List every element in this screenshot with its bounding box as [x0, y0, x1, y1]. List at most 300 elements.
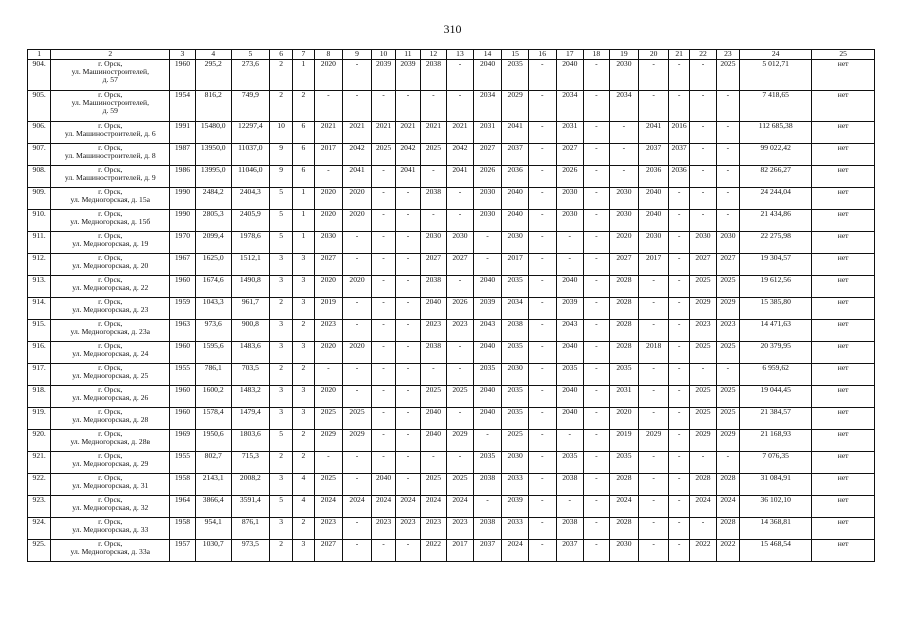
column-header-21: 21 [669, 50, 690, 60]
table-row [28, 518, 875, 540]
cell-col-17: 2039 [556, 298, 584, 320]
table-row [28, 60, 875, 91]
cell-col-6: 2 [269, 60, 292, 91]
cell-col-8: - [314, 91, 343, 122]
cell-col-10: - [371, 232, 395, 254]
cell-col-17: 2040 [556, 276, 584, 298]
cell-col-7: 2 [293, 91, 314, 122]
cell-col-9: 2041 [343, 166, 372, 188]
table-row [28, 342, 875, 364]
address-line: г. Орск, [98, 165, 123, 174]
cell-col-13: - [447, 60, 474, 91]
cell-col-8: 2020 [314, 210, 343, 232]
address-line: г. Орск, [98, 473, 123, 482]
cell-col-10: - [371, 298, 395, 320]
cell-col-23: 2024 [716, 496, 739, 518]
cell-col-6: 3 [269, 276, 292, 298]
cell-col-22: 2023 [690, 320, 717, 342]
address-cell [51, 166, 170, 188]
cell-col-13: - [447, 188, 474, 210]
column-header-2: 2 [51, 50, 170, 60]
cell-col-19: 2030 [609, 540, 639, 562]
cell-col-8: 2025 [314, 474, 343, 496]
address-line: г. Орск, [98, 407, 123, 416]
flag-cell: нет [812, 364, 875, 386]
cell-col-7: 1 [293, 60, 314, 91]
cell-col-19: 2028 [609, 276, 639, 298]
cell-col-21: 2016 [669, 122, 690, 144]
cell-col-9: 2024 [343, 496, 372, 518]
address-line: д. 57 [102, 75, 118, 85]
cell-col-13: - [447, 210, 474, 232]
column-header-9: 9 [343, 50, 372, 60]
cell-col-21: - [669, 254, 690, 276]
address-cell [51, 496, 170, 518]
cell-col-14: 2039 [473, 298, 502, 320]
cell-col-6: 2 [269, 452, 292, 474]
column-header-14: 14 [473, 50, 502, 60]
cell-col-16: - [528, 518, 556, 540]
cell-col-17: 2035 [556, 364, 584, 386]
cell-col-10: 2023 [371, 518, 395, 540]
cell-col-22: 2025 [690, 276, 717, 298]
table-row [28, 474, 875, 496]
cell-col-23: - [716, 452, 739, 474]
cell-col-4: 295,2 [195, 60, 231, 91]
cell-col-17: 2030 [556, 188, 584, 210]
cell-col-12: - [420, 166, 447, 188]
cell-col-5: 2404,3 [231, 188, 269, 210]
cost-cell: 15 468,54 [740, 540, 812, 562]
cell-col-14: - [473, 496, 502, 518]
column-header-6: 6 [269, 50, 292, 60]
cell-col-19: 2020 [609, 408, 639, 430]
cell-col-7: 1 [293, 232, 314, 254]
cell-col-7: 3 [293, 298, 314, 320]
cell-col-14: 2038 [473, 474, 502, 496]
flag-cell: нет [812, 540, 875, 562]
cost-cell: 19 044,45 [740, 386, 812, 408]
cell-col-18: - [584, 540, 609, 562]
cell-col-12: 2022 [420, 540, 447, 562]
cell-col-14: 2026 [473, 166, 502, 188]
cell-col-13: 2017 [447, 540, 474, 562]
cell-col-12: 2024 [420, 496, 447, 518]
cell-col-15: 2035 [502, 342, 529, 364]
cell-col-23: - [716, 364, 739, 386]
cell-col-19: 2030 [609, 188, 639, 210]
cell-col-16: - [528, 408, 556, 430]
cell-col-14: 2043 [473, 320, 502, 342]
cell-col-22: - [690, 364, 717, 386]
address-line: г. Орск, [98, 341, 123, 350]
table-row [28, 166, 875, 188]
cell-col-14: 2031 [473, 122, 502, 144]
cell-col-17: 2027 [556, 144, 584, 166]
cell-col-6: 3 [269, 320, 292, 342]
cell-col-4: 786,1 [195, 364, 231, 386]
cell-col-12: 2021 [420, 122, 447, 144]
cell-col-7: 3 [293, 342, 314, 364]
address-line: г. Орск, [98, 517, 123, 526]
cost-cell: 7 076,35 [740, 452, 812, 474]
cell-col-16: - [528, 320, 556, 342]
cell-col-10: - [371, 342, 395, 364]
cell-col-8: 2020 [314, 60, 343, 91]
flag-cell: нет [812, 232, 875, 254]
cell-col-21: - [669, 188, 690, 210]
address-cell [51, 474, 170, 496]
cell-col-21: - [669, 386, 690, 408]
cell-col-15: 2037 [502, 144, 529, 166]
cell-col-8: - [314, 364, 343, 386]
cell-col-13: 2026 [447, 298, 474, 320]
flag-cell: нет [812, 452, 875, 474]
cell-col-15: 2040 [502, 188, 529, 210]
cell-col-21: - [669, 540, 690, 562]
cell-col-8: 2025 [314, 408, 343, 430]
cell-col-9: 2020 [343, 188, 372, 210]
cell-col-14: 2027 [473, 144, 502, 166]
cell-col-6: 10 [269, 122, 292, 144]
cost-cell: 22 275,98 [740, 232, 812, 254]
table-row [28, 276, 875, 298]
cell-col-19: - [609, 166, 639, 188]
cell-col-15: 2035 [502, 386, 529, 408]
cell-col-16: - [528, 430, 556, 452]
cell-col-13: 2023 [447, 320, 474, 342]
cell-col-19: 2031 [609, 386, 639, 408]
table-row [28, 254, 875, 276]
column-header-5: 5 [231, 50, 269, 60]
cell-col-11: - [396, 430, 420, 452]
cell-col-18: - [584, 210, 609, 232]
cell-col-6: 2 [269, 91, 292, 122]
address-cell [51, 386, 170, 408]
address-line: ул. Медногорская, д. 31 [72, 481, 149, 491]
cell-col-18: - [584, 496, 609, 518]
cell-col-12: 2038 [420, 188, 447, 210]
address-line: г. Орск, [98, 539, 123, 548]
cell-col-8: 2020 [314, 276, 343, 298]
row-number: 921. [28, 452, 51, 474]
cell-col-4: 1674,6 [195, 276, 231, 298]
cell-col-23: 2022 [716, 540, 739, 562]
cell-col-10: - [371, 430, 395, 452]
cost-cell: 21 434,86 [740, 210, 812, 232]
cell-col-18: - [584, 232, 609, 254]
cell-col-23: 2030 [716, 232, 739, 254]
cell-col-16: - [528, 254, 556, 276]
cell-col-11: - [396, 540, 420, 562]
cell-col-23: - [716, 144, 739, 166]
cell-col-21: - [669, 60, 690, 91]
flag-cell: нет [812, 166, 875, 188]
cell-col-5: 900,8 [231, 320, 269, 342]
cell-col-11: 2042 [396, 144, 420, 166]
cell-col-13: - [447, 452, 474, 474]
cell-col-23: - [716, 91, 739, 122]
cell-col-22: - [690, 91, 717, 122]
address-cell [51, 254, 170, 276]
cell-col-18: - [584, 60, 609, 91]
cell-col-5: 11037,0 [231, 144, 269, 166]
cell-col-15: 2029 [502, 91, 529, 122]
cell-col-18: - [584, 518, 609, 540]
cell-col-4: 2484,2 [195, 188, 231, 210]
column-header-20: 20 [639, 50, 669, 60]
cell-col-3: 1960 [170, 276, 195, 298]
cost-cell: 112 685,38 [740, 122, 812, 144]
cell-col-13: - [447, 408, 474, 430]
cell-col-5: 3591,4 [231, 496, 269, 518]
column-header-7: 7 [293, 50, 314, 60]
cell-col-19: 2028 [609, 320, 639, 342]
cell-col-13: 2023 [447, 518, 474, 540]
cell-col-16: - [528, 144, 556, 166]
cell-col-17: 2031 [556, 122, 584, 144]
cell-col-17: 2026 [556, 166, 584, 188]
cell-col-23: 2028 [716, 474, 739, 496]
flag-cell: нет [812, 474, 875, 496]
housing-register-table [27, 49, 875, 562]
cell-col-11: - [396, 452, 420, 474]
cell-col-11: - [396, 408, 420, 430]
address-line: ул. Машиностроителей, д. 9 [64, 173, 156, 183]
column-header-16: 16 [528, 50, 556, 60]
cell-col-12: 2040 [420, 430, 447, 452]
cell-col-14: 2037 [473, 540, 502, 562]
cost-cell: 82 266,27 [740, 166, 812, 188]
cell-col-20: - [639, 408, 669, 430]
flag-cell: нет [812, 298, 875, 320]
row-number: 912. [28, 254, 51, 276]
cell-col-18: - [584, 386, 609, 408]
cell-col-19: 2027 [609, 254, 639, 276]
address-cell [51, 342, 170, 364]
cell-col-17: 2030 [556, 210, 584, 232]
address-line: г. Орск, [98, 253, 123, 262]
column-header-1: 1 [28, 50, 51, 60]
cell-col-8: 2023 [314, 320, 343, 342]
cell-col-6: 5 [269, 496, 292, 518]
cell-col-15: 2030 [502, 452, 529, 474]
cell-col-22: - [690, 166, 717, 188]
row-number: 920. [28, 430, 51, 452]
cell-col-13: - [447, 276, 474, 298]
cell-col-3: 1959 [170, 298, 195, 320]
cell-col-3: 1960 [170, 386, 195, 408]
cell-col-9: - [343, 298, 372, 320]
address-cell [51, 276, 170, 298]
cell-col-20: - [639, 474, 669, 496]
cell-col-15: 2035 [502, 408, 529, 430]
cell-col-3: 1964 [170, 496, 195, 518]
cell-col-14: - [473, 232, 502, 254]
flag-cell: нет [812, 408, 875, 430]
row-number: 910. [28, 210, 51, 232]
cell-col-13: 2030 [447, 232, 474, 254]
flag-cell: нет [812, 496, 875, 518]
cell-col-8: 2029 [314, 430, 343, 452]
cell-col-3: 1970 [170, 232, 195, 254]
address-cell [51, 122, 170, 144]
column-header-22: 22 [690, 50, 717, 60]
cell-col-6: 2 [269, 298, 292, 320]
address-line: г. Орск, [98, 90, 123, 99]
cell-col-7: 1 [293, 210, 314, 232]
cell-col-23: 2027 [716, 254, 739, 276]
cell-col-5: 11046,0 [231, 166, 269, 188]
address-line: г. Орск, [98, 451, 123, 460]
cell-col-10: 2024 [371, 496, 395, 518]
cell-col-10: - [371, 276, 395, 298]
cell-col-22: 2025 [690, 342, 717, 364]
flag-cell: нет [812, 188, 875, 210]
cell-col-21: - [669, 210, 690, 232]
address-cell [51, 60, 170, 91]
cell-col-21: - [669, 276, 690, 298]
cell-col-17: 2043 [556, 320, 584, 342]
cell-col-22: 2029 [690, 298, 717, 320]
cell-col-6: 5 [269, 232, 292, 254]
cell-col-23: - [716, 166, 739, 188]
table-row [28, 364, 875, 386]
cell-col-18: - [584, 122, 609, 144]
cell-col-16: - [528, 60, 556, 91]
row-number: 911. [28, 232, 51, 254]
cell-col-14: 2040 [473, 386, 502, 408]
cell-col-17: - [556, 254, 584, 276]
cell-col-15: 2025 [502, 430, 529, 452]
cell-col-7: 2 [293, 430, 314, 452]
cell-col-3: 1955 [170, 452, 195, 474]
cell-col-3: 1990 [170, 188, 195, 210]
address-line: ул. Медногорская, д. 32 [72, 503, 149, 513]
row-number: 925. [28, 540, 51, 562]
cell-col-11: 2021 [396, 122, 420, 144]
cell-col-5: 1483,6 [231, 342, 269, 364]
cell-col-7: 6 [293, 122, 314, 144]
cell-col-11: - [396, 320, 420, 342]
cell-col-9: - [343, 540, 372, 562]
cell-col-17: 2040 [556, 386, 584, 408]
address-line: г. Орск, [98, 429, 123, 438]
table-row [28, 232, 875, 254]
cell-col-5: 749,9 [231, 91, 269, 122]
cell-col-16: - [528, 452, 556, 474]
cell-col-13: 2024 [447, 496, 474, 518]
cell-col-3: 1957 [170, 540, 195, 562]
column-header-3: 3 [170, 50, 195, 60]
cell-col-18: - [584, 364, 609, 386]
flag-cell: нет [812, 60, 875, 91]
cell-col-13: 2025 [447, 474, 474, 496]
cell-col-11: 2041 [396, 166, 420, 188]
address-line: г. Орск, [98, 209, 123, 218]
column-header-10: 10 [371, 50, 395, 60]
cost-cell: 20 379,95 [740, 342, 812, 364]
cell-col-19: 2034 [609, 91, 639, 122]
cell-col-5: 2008,2 [231, 474, 269, 496]
cell-col-20: 2037 [639, 144, 669, 166]
cell-col-7: 2 [293, 320, 314, 342]
cell-col-6: 5 [269, 188, 292, 210]
cell-col-15: 2033 [502, 474, 529, 496]
column-header-17: 17 [556, 50, 584, 60]
cell-col-14: - [473, 254, 502, 276]
address-line: г. Орск, [98, 363, 123, 372]
cell-col-10: 2025 [371, 144, 395, 166]
column-header-11: 11 [396, 50, 420, 60]
cell-col-22: 2029 [690, 430, 717, 452]
cell-col-16: - [528, 276, 556, 298]
cell-col-5: 2405,9 [231, 210, 269, 232]
cell-col-22: - [690, 518, 717, 540]
cell-col-10: - [371, 91, 395, 122]
cell-col-10: - [371, 540, 395, 562]
cell-col-20: - [639, 452, 669, 474]
row-number: 916. [28, 342, 51, 364]
cell-col-16: - [528, 210, 556, 232]
cell-col-20: - [639, 496, 669, 518]
row-number: 918. [28, 386, 51, 408]
cell-col-11: - [396, 386, 420, 408]
cell-col-19: 2028 [609, 518, 639, 540]
cell-col-20: - [639, 298, 669, 320]
cell-col-10: - [371, 166, 395, 188]
cell-col-9: - [343, 364, 372, 386]
cell-col-23: 2025 [716, 386, 739, 408]
cell-col-12: 2023 [420, 320, 447, 342]
cell-col-9: - [343, 518, 372, 540]
cell-col-16: - [528, 188, 556, 210]
address-cell [51, 144, 170, 166]
cell-col-12: 2030 [420, 232, 447, 254]
cell-col-5: 1978,6 [231, 232, 269, 254]
cell-col-3: 1955 [170, 364, 195, 386]
address-cell [51, 320, 170, 342]
cell-col-4: 973,6 [195, 320, 231, 342]
address-line: ул. Машиностроителей, [71, 67, 149, 77]
cell-col-15: 2036 [502, 166, 529, 188]
cell-col-7: 6 [293, 166, 314, 188]
cell-col-20: - [639, 518, 669, 540]
cell-col-4: 802,7 [195, 452, 231, 474]
cell-col-4: 13950,0 [195, 144, 231, 166]
cell-col-11: - [396, 232, 420, 254]
cell-col-4: 1578,4 [195, 408, 231, 430]
cell-col-23: - [716, 210, 739, 232]
cell-col-23: 2028 [716, 518, 739, 540]
cell-col-6: 9 [269, 166, 292, 188]
cost-cell: 14 368,81 [740, 518, 812, 540]
cost-cell: 14 471,63 [740, 320, 812, 342]
cell-col-9: - [343, 91, 372, 122]
table-row [28, 188, 875, 210]
cell-col-18: - [584, 430, 609, 452]
cell-col-22: 2025 [690, 386, 717, 408]
cell-col-3: 1986 [170, 166, 195, 188]
cell-col-17: - [556, 232, 584, 254]
cell-col-12: - [420, 91, 447, 122]
flag-cell: нет [812, 122, 875, 144]
address-line: ул. Медногорская, д. 15б [70, 217, 151, 227]
table-body [28, 60, 875, 562]
column-header-15: 15 [502, 50, 529, 60]
cell-col-6: 2 [269, 540, 292, 562]
table-row [28, 408, 875, 430]
